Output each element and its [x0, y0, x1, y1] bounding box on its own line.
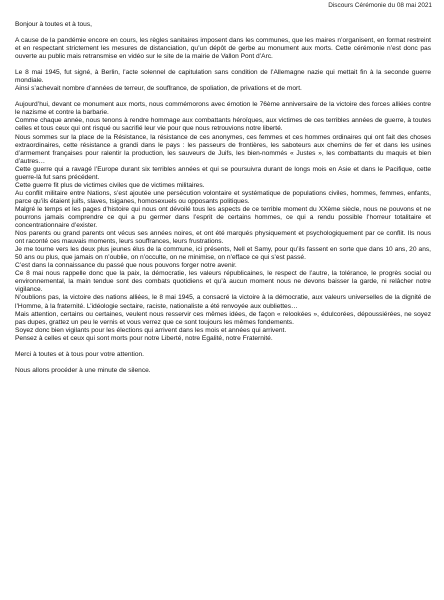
paragraph-silence: Nous allons procéder à une minute de silence. — [15, 366, 151, 374]
paragraph-capitulation: Le 8 mai 1945, fut signé, à Berlin, l’acte solennel de capitulation sans condition de l’Allemagne nazie qui mettait fin à la seconde guerre mondiale. Ainsi s’achevait nombre d’années de terreur, de souffrance, de spoliation, de privations et de mort. — [15, 69, 431, 93]
paragraph-gap — [15, 343, 431, 351]
paragraph-gap — [15, 61, 431, 69]
paragraph-gap — [15, 359, 431, 367]
paragraph-context: A cause de la pandémie encore en cours, les règles sanitaires imposent dans les communes, que les maires n’organisent, en format restreint et en respectant strictement les mesures de distanciation, qu’un dépôt de gerbe au monument aux morts. Cette cérémonie n’est donc pas ouverte au public mais retransmise en vidéo sur le site de la mairie de Vallon Pont d’Arc. — [15, 37, 431, 61]
document-header: Discours Cérémonie du 08 mai 2021 — [328, 2, 432, 9]
document-body — [15, 21, 431, 375]
paragraph-thanks: Merci à toutes et à tous pour votre attention. — [15, 350, 145, 358]
paragraph-commemoration: Aujourd’hui, devant ce monument aux morts, nous commémorons avec émotion le 76ème anniversaire de la victoire des forces alliées contre le nazisme et contre la barbarie. Comme chaque année, nous tenons à rendre hommage aux combattants héroïques, aux victimes de ces terribles années de guerre, à toutes celles et tous ceux qui ont risqué ou sacrifié leur vie pour que nous retrouvions notre liberté. Nous sommes sur la place de la Résistance, la résistance de ces anonymes, ces femmes et ces hommes ordinaires qui ont fait des choses extraordinaires, cette résistance a grandi dans le pays : les passeurs de frontières, les saboteurs aux chemins de fer et dans les usines d’armement françaises pour ralentir la production, les sauveurs de Juifs, les bien-nommés « Justes », les combattants du maquis et bien d’autres… Cette guerre qui a ravagé l’Europe durant six terribles années et qui se poursuivra durant de longs mois en Asie et dans le Pacifique, cette guerre-là fut sans précédent. Cette guerre fit plus de victimes civiles que de victimes militaires. Au conflit militaire entre Nations, s’est ajoutée une persécution volontaire et systématique de populations civiles, hommes, femmes, enfants, parce qu’ils étaient juifs, slaves, tsiganes, homosexuels ou opposants politiques. Malgré le temps et les pages d’histoire qui nous ont dévoilé tous les aspects de ce terrible moment du XXème siècle, nous ne pouvons et ne pourrons jamais comprendre ce qui a pu germer dans l’esprit de certains hommes, ce qui a rendu possible l’horreur totalitaire et concentrationnaire d’exister. Nos parents ou grand parents ont vécus ses années noires, et ont été marqués physiquement et psychologiquement par ce conflit. Ils nous ont raconté ces mauvais moments, leurs souffrances, leurs frustrations. Je me tourne vers les deux plus jeunes élus de la commune, ici présents, Nell et Samy, pour qu’ils fassent en sorte que dans 10 ans, 20 ans, 50 ans ou plus, que jamais on n’oublie, on n’occulte, on ne minimise, on n’efface ce qui s’est passé. C’est dans la connaissance du passé que nous pouvons forger notre avenir. Ce 8 mai nous rappelle donc que la paix, la démocratie, les valeurs républicaines, le respect de l’autre, la tolérance, le progrès social ou environnemental, la main tendue sont des combats quotidiens et qu’à aucun moment nous ne devons baisser la garde, ni relâcher notre vigilance. N’oublions pas, la victoire des nations alliées, le 8 mai 1945, a consacré la victoire à la démocratie, aux valeurs universelles de la dignité de l’Homme, à la fraternité. L’idéologie sectaire, raciste, nationaliste a été renvoyée aux oubliettes… Mais attention, certains ou certaines, veulent nous resservir ces mêmes idées, de façon « relookées », édulcorées, dépoussiérées, ne soyez pas dupes, grattez un peu le vernis et vous verrez que ce sont toujours les mêmes fondements. Soyez donc bien vigilants pour les élections qui arrivent dans les mois et années qui arrivent. Pensez à celles et ceux qui sont morts pour notre Liberté, notre Egalité, notre Fraternité. — [15, 101, 431, 342]
paragraph-gap — [15, 93, 431, 101]
greeting: Bonjour à toutes et à tous, — [15, 21, 92, 28]
paragraph-gap — [15, 29, 431, 37]
